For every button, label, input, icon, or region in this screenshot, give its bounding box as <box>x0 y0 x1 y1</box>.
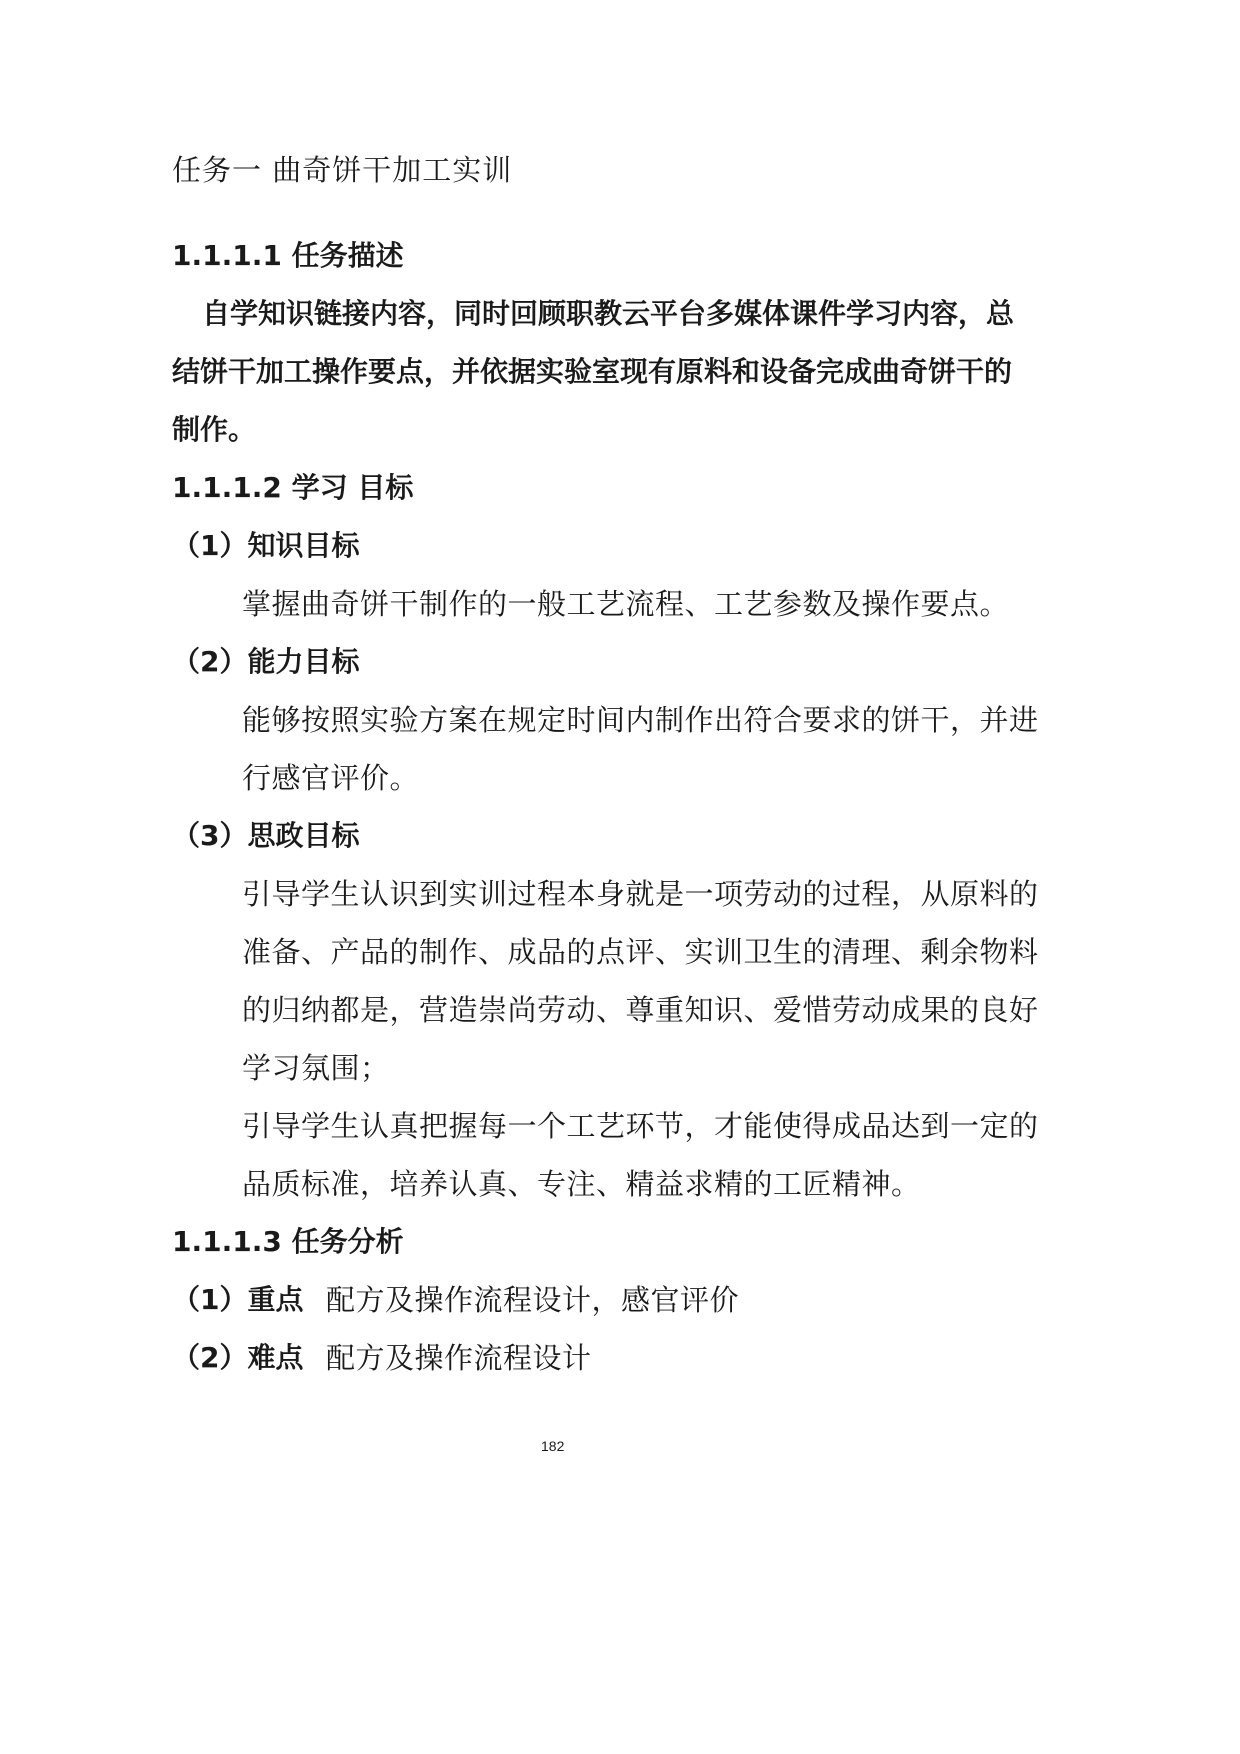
ability-goal-line-2: 行感官评价。 <box>242 761 420 795</box>
ideology-goal-line-3: 的归纳都是，营造崇尚劳动、尊重知识、爱惜劳动成果的良好 <box>242 993 1039 1027</box>
difficult-point-label: （2）难点 <box>172 1341 304 1374</box>
ideology-goal-line-5: 引导学生认真把握每一个工艺环节，才能使得成品达到一定的 <box>242 1109 1039 1143</box>
ideology-goal-line-6: 品质标准，培养认真、专注、精益求精的工匠精神。 <box>242 1167 921 1201</box>
page-number: 182 <box>541 1438 565 1454</box>
difficult-point-text: 配方及操作流程设计 <box>326 1341 592 1375</box>
key-point-label: （1）重点 <box>172 1283 304 1316</box>
ideology-goal-line-4: 学习氛围； <box>242 1051 390 1085</box>
knowledge-goal-text: 掌握曲奇饼干制作的一般工艺流程、工艺参数及操作要点。 <box>242 587 1010 621</box>
ability-goal-line-1: 能够按照实验方案在规定时间内制作出符合要求的饼干，并进 <box>242 703 1039 737</box>
task-description-line-2: 结饼干加工操作要点，并依据实验室现有原料和设备完成曲奇饼干的 <box>172 355 1013 388</box>
ideology-goal-line-2: 准备、产品的制作、成品的点评、实训卫生的清理、剩余物料 <box>242 935 1039 969</box>
section-heading-task-description: 1.1.1.1 任务描述 <box>172 239 404 272</box>
section-heading-learning-goals: 1.1.1.2 学习 目标 <box>172 471 414 504</box>
knowledge-goal-label: （1）知识目标 <box>172 529 360 562</box>
section-heading-task-analysis: 1.1.1.3 任务分析 <box>172 1225 404 1258</box>
ideology-goal-label: （3）思政目标 <box>172 819 360 852</box>
ability-goal-label: （2）能力目标 <box>172 645 360 678</box>
key-point-text: 配方及操作流程设计，感官评价 <box>326 1283 740 1317</box>
task-description-line-1: 自学知识链接内容，同时回顾职教云平台多媒体课件学习内容，总 <box>202 297 1015 330</box>
task-description-line-3: 制作。 <box>172 413 257 446</box>
task-title: 任务一 曲奇饼干加工实训 <box>172 153 513 187</box>
ideology-goal-line-1: 引导学生认识到实训过程本身就是一项劳动的过程，从原料的 <box>242 877 1039 911</box>
